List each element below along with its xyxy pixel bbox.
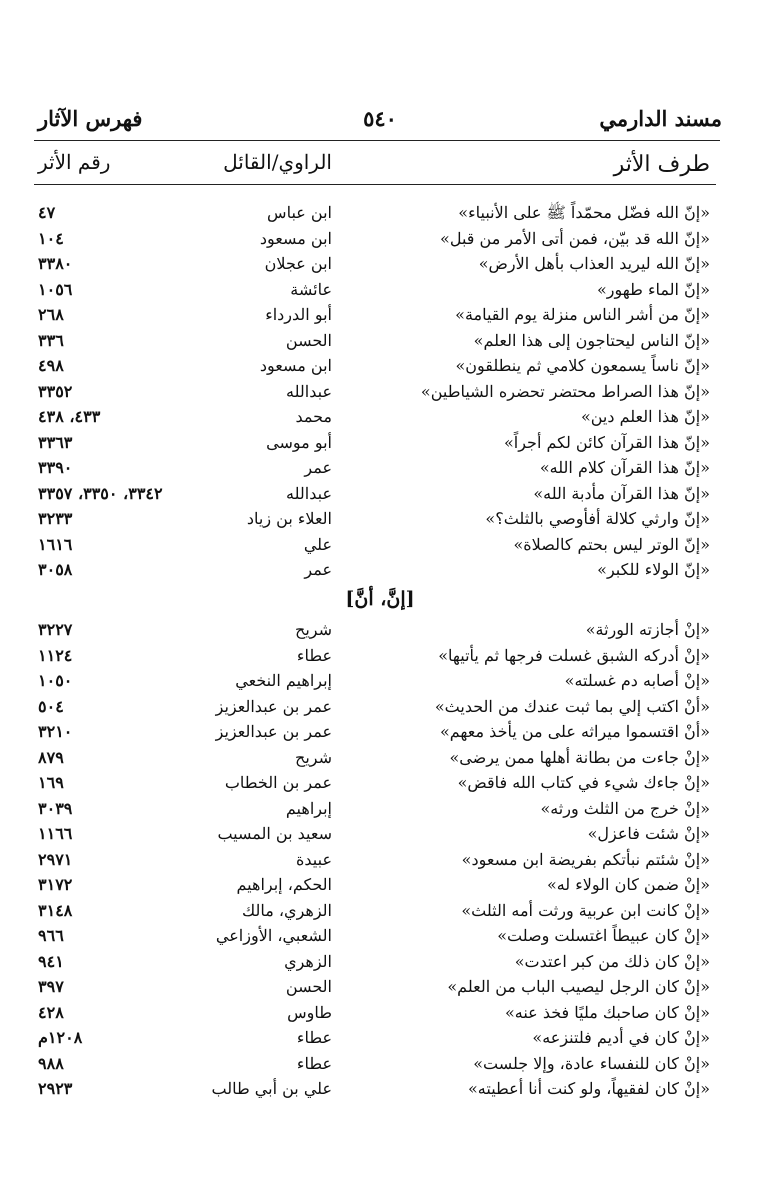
narrator-name: عمر بن عبدالعزيز — [215, 696, 332, 716]
list-item — [38, 722, 710, 748]
list-item — [38, 560, 710, 586]
athar-text: «إنْ أصابه دم غسلته» — [564, 671, 710, 690]
athar-text: «إنّ من أشر الناس منزلة يوم القيامة» — [455, 305, 710, 324]
narrator-name: عمر بن عبدالعزيز — [215, 722, 332, 741]
athar-text: «إنْ كان الرجل ليصيب الباب من العلم» — [447, 977, 710, 996]
book-title: مسند الدارمي — [599, 106, 722, 131]
athar-text: «أنْ اكتب إلي بما ثبت عندك من الحديث» — [434, 696, 710, 716]
list-item — [38, 875, 710, 901]
narrator-name: شريح — [294, 747, 332, 767]
athar-text: «إنْ كان ذلك من كبر اعتدت» — [514, 951, 710, 971]
athar-number: ٩٤١ — [38, 951, 64, 971]
narrator-name: علي — [303, 534, 332, 554]
narrator-name: ابن مسعود — [259, 356, 332, 375]
athar-number: ٤٩٨ — [38, 356, 64, 375]
list-item — [38, 254, 710, 280]
list-item — [38, 407, 710, 433]
list-item — [38, 331, 710, 357]
athar-text: «إنّ الماء طهور» — [596, 279, 710, 299]
athar-number: ١١٢٤ — [38, 645, 73, 665]
athar-number: ٩٨٨ — [38, 1053, 64, 1073]
list-item — [38, 646, 710, 672]
athar-number: ٣٩٧ — [38, 977, 64, 996]
list-item — [38, 697, 710, 723]
list-item — [38, 509, 710, 535]
column-number: رقم الأثر — [38, 150, 111, 174]
athar-text: «إنّ هذا الصراط محتضر تحضره الشياطين» — [420, 381, 710, 401]
athar-text: «إنْ ضمن كان الولاء له» — [546, 875, 710, 894]
page-number: ٥٤٠ — [363, 106, 397, 131]
athar-number: ٢٩٧١ — [38, 849, 73, 869]
athar-text: «إنّ هذا القرآن مأدبة الله» — [533, 483, 710, 503]
column-rule — [34, 184, 716, 185]
list-item — [38, 1079, 710, 1105]
narrator-name: عبيدة — [296, 849, 332, 869]
section-title: [إنَّ، أنَّ] — [345, 588, 415, 610]
list-item — [38, 203, 710, 229]
athar-number: ٣٢٣٣ — [38, 509, 73, 528]
athar-number: ٣٣٨٠ — [38, 254, 73, 273]
header-rule — [34, 140, 720, 141]
athar-number: ١١٦٦ — [38, 824, 73, 843]
athar-text: «إنْ كان لفقيهاً، ولو كنت أنا أعطيته» — [468, 1079, 710, 1098]
athar-text: «إنْ كانت ابن عربية ورثت أمه الثلث» — [461, 900, 710, 920]
narrator-name: عطاء — [296, 1028, 332, 1047]
athar-number: ٣٠٥٨ — [38, 560, 73, 579]
list-item — [38, 952, 710, 978]
athar-number: ٢٩٢٣ — [38, 1079, 73, 1098]
narrator-name: الحكم، إبراهيم — [236, 875, 332, 894]
narrator-name: الزهري، مالك — [242, 900, 332, 920]
index-list-in-an — [38, 620, 710, 1105]
narrator-name: عائشة — [290, 279, 332, 299]
page-header — [38, 106, 722, 138]
narrator-name: طاوس — [287, 1002, 332, 1022]
column-athar: طرف الأثر — [613, 152, 710, 177]
narrator-name: إبراهيم النخعي — [235, 671, 332, 690]
narrator-name: الحسن — [285, 330, 332, 350]
list-item — [38, 824, 710, 850]
list-item — [38, 382, 710, 408]
narrator-name: الحسن — [285, 977, 332, 996]
athar-number: ٩٦٦ — [38, 926, 64, 945]
athar-number: ٣٠٣٩ — [38, 798, 73, 818]
athar-number: ٣٣٤٢، ٣٣٥٠، ٣٣٥٧ — [38, 483, 163, 503]
athar-number: ٤٣٣، ٤٣٨ — [38, 407, 101, 426]
list-item — [38, 620, 710, 646]
athar-text: «إنْ كان للنفساء عادة، وإلا جلست» — [473, 1053, 710, 1073]
narrator-name: العلاء بن زياد — [246, 509, 332, 528]
athar-text: «إنّ الوتر ليس بحتم كالصلاة» — [513, 534, 710, 554]
athar-text: «إنّ هذا القرآن كلام الله» — [539, 458, 710, 477]
list-item — [38, 356, 710, 382]
athar-number: ٤٢٨ — [38, 1002, 64, 1022]
athar-text: «إنْ جاءت من بطانة أهلها ممن يرضى» — [449, 747, 710, 767]
athar-text: «إنّ الله قد بيّن، فمن أتى الأمر من قبل» — [440, 228, 710, 248]
narrator-name: سعيد بن المسيب — [217, 824, 332, 843]
athar-number: ١٠٤ — [38, 228, 64, 248]
list-item — [38, 305, 710, 331]
athar-number: ٤٧ — [38, 203, 56, 222]
athar-text: «إنْ كان في أديم فلتنزعه» — [532, 1028, 710, 1047]
narrator-name: عطاء — [296, 1053, 332, 1073]
athar-number: ١٠٥٠ — [38, 671, 73, 690]
athar-number: ٨٧٩ — [38, 747, 64, 767]
athar-text: «إنّ الولاء للكبر» — [597, 560, 710, 579]
index-title: فهرس الآثار — [38, 106, 143, 131]
athar-number: ٣٣٩٠ — [38, 458, 73, 477]
athar-text: «إنْ جاءك شيء في كتاب الله فاقض» — [457, 773, 710, 792]
athar-text: «إنّ هذا العلم دين» — [580, 407, 710, 426]
narrator-name: عمر — [304, 560, 332, 579]
athar-number: ١٠٥٦ — [38, 279, 73, 299]
athar-text: «أنْ اقتسموا ميراثه على من يأخذ معهم» — [439, 722, 710, 741]
narrator-name: ابن مسعود — [259, 228, 332, 248]
athar-number: ٢٦٨ — [38, 305, 64, 324]
narrator-name: محمد — [295, 407, 332, 426]
athar-number: ٣٣٥٢ — [38, 381, 73, 401]
column-narrator: الراوي/القائل — [223, 150, 332, 174]
athar-text: «إنْ أجازته الورثة» — [585, 620, 710, 639]
list-item — [38, 484, 710, 510]
athar-text: «إنّ ناساً يسمعون كلامي ثم ينطلقون» — [455, 356, 710, 375]
list-item — [38, 280, 710, 306]
athar-text: «إنْ شئت فاعزل» — [587, 824, 710, 843]
athar-number: ٣٣٦٣ — [38, 432, 73, 452]
list-item — [38, 773, 710, 799]
list-item — [38, 1003, 710, 1029]
list-item — [38, 850, 710, 876]
narrator-name: عمر — [304, 458, 332, 477]
athar-text: «إنّ الله ليريد العذاب بأهل الأرض» — [478, 254, 710, 273]
athar-number: ٣١٧٢ — [38, 875, 73, 894]
list-item — [38, 433, 710, 459]
narrator-name: عمر بن الخطاب — [224, 773, 332, 792]
athar-text: «إنْ شئتم نبأتكم بفريضة ابن مسعود» — [461, 849, 710, 869]
narrator-name: ابن عباس — [267, 203, 332, 222]
column-headers — [38, 150, 710, 186]
list-item — [38, 671, 710, 697]
athar-text: «إنْ أدركه الشبق غسلت فرجها ثم يأتيها» — [438, 645, 710, 665]
list-item — [38, 977, 710, 1003]
athar-number: ٥٠٤ — [38, 696, 64, 716]
narrator-name: أبو الدرداء — [265, 305, 332, 324]
athar-number: ٣١٤٨ — [38, 900, 73, 920]
narrator-name: الشعبي، الأوزاعي — [215, 926, 332, 945]
list-item — [38, 901, 710, 927]
athar-number: ٣٢٢٧ — [38, 620, 73, 639]
athar-text: «إنْ كان صاحبك مليًا فخذ عنه» — [504, 1002, 710, 1022]
athar-text: «إنْ كان عبيطاً اغتسلت وصلت» — [497, 926, 710, 945]
narrator-name: عبدالله — [286, 381, 332, 401]
narrator-name: عبدالله — [286, 483, 332, 503]
athar-number: ١٢٠٨م — [38, 1028, 83, 1047]
index-list-inna — [38, 203, 710, 586]
athar-text: «إنّ الناس ليحتاجون إلى هذا العلم» — [473, 330, 710, 350]
athar-number: ١٦١٦ — [38, 534, 73, 554]
list-item — [38, 1054, 710, 1080]
athar-number: ١٦٩ — [38, 773, 64, 792]
athar-text: «إنّ هذا القرآن كائن لكم أجراً» — [503, 432, 710, 452]
athar-number: ٣٢١٠ — [38, 722, 73, 741]
narrator-name: أبو موسى — [266, 432, 332, 452]
narrator-name: الزهري — [284, 951, 332, 971]
athar-text: «إنّ الله فضّل محمّداً ﷺ على الأنبياء» — [458, 203, 710, 222]
list-item — [38, 535, 710, 561]
list-item — [38, 926, 710, 952]
narrator-name: ابن عجلان — [264, 254, 332, 273]
athar-text: «إنْ خرج من الثلث ورثه» — [540, 798, 710, 818]
athar-number: ٣٣٦ — [38, 330, 64, 350]
list-item — [38, 458, 710, 484]
narrator-name: إبراهيم — [285, 798, 332, 818]
narrator-name: شريح — [294, 620, 332, 639]
list-item — [38, 748, 710, 774]
narrator-name: عطاء — [296, 645, 332, 665]
list-item — [38, 1028, 710, 1054]
narrator-name: علي بن أبي طالب — [211, 1079, 332, 1098]
athar-text: «إنّ وارثي كلالة أفأوصي بالثلث؟» — [485, 509, 710, 528]
list-item — [38, 799, 710, 825]
list-item — [38, 229, 710, 255]
